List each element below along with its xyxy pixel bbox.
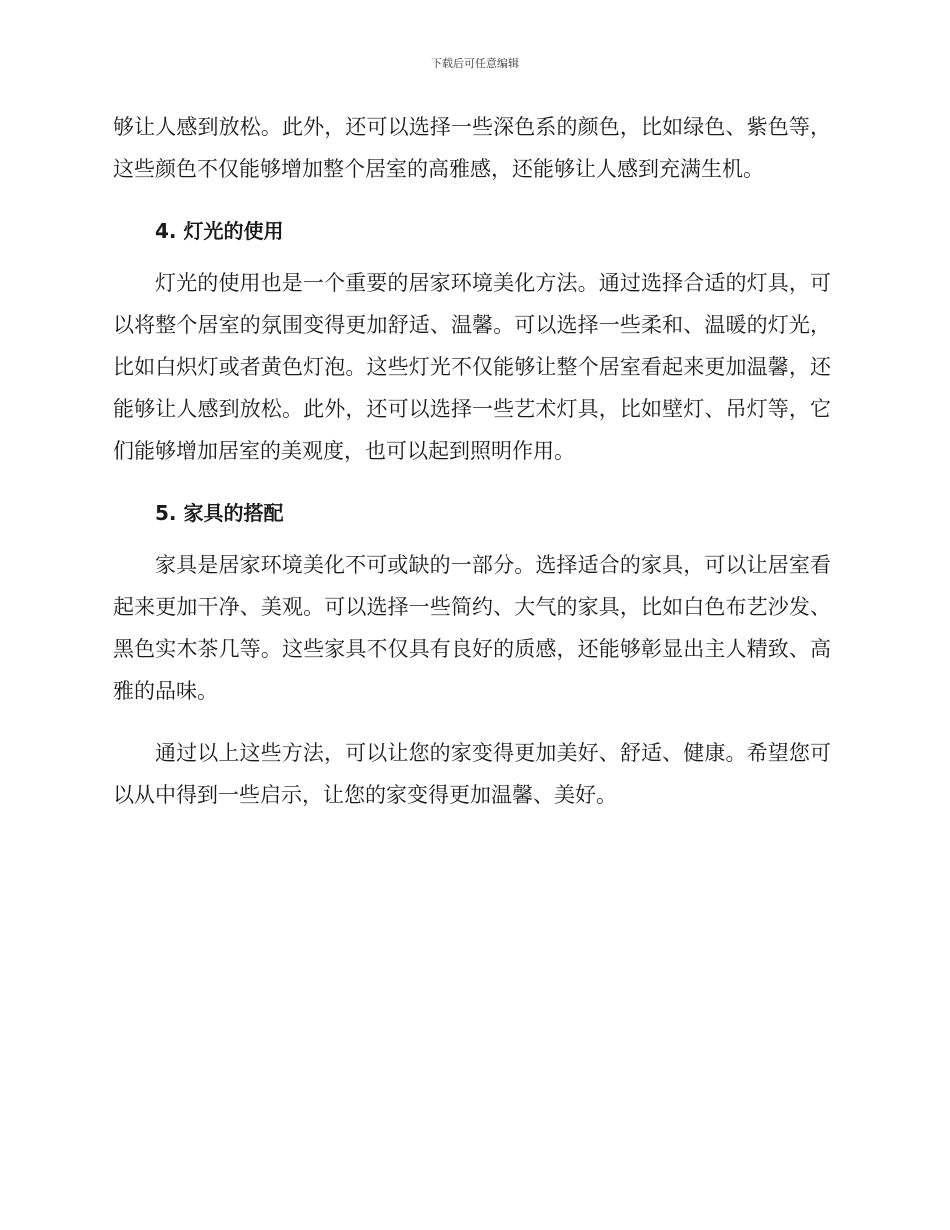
paragraph-continued: 够让人感到放松。此外，还可以选择一些深色系的颜色，比如绿色、紫色等，这些颜色不仅能够增加整个居室的高雅感，还能够让人感到充满生机。 — [113, 115, 831, 181]
section-heading-furniture: 5. 家具的搭配 — [155, 501, 284, 525]
paragraph-conclusion: 通过以上这些方法，可以让您的家变得更加美好、舒适、健康。希望您可以从中得到一些启示，让您的家变得更加温馨、美好。 — [113, 741, 831, 807]
document-body — [113, 106, 831, 836]
paragraph-furniture: 家具是居家环境美化不可或缺的一部分。选择适合的家具，可以让居室看起来更加干净、美观。可以选择一些简约、大气的家具，比如白色布艺沙发、黑色实木茶几等。这些家具不仅具有良好的质感，还能够彰显出主人精致、高雅的品味。 — [113, 553, 831, 703]
page-header: 下载后可任意编辑 — [431, 57, 519, 70]
paragraph-lighting: 灯光的使用也是一个重要的居家环境美化方法。通过选择合适的灯具，可以将整个居室的氛围变得更加舒适、温馨。可以选择一些柔和、温暖的灯光，比如白炽灯或者黄色灯泡。这些灯光不仅能够让整个居室看起来更加温馨，还能够让人感到放松。此外，还可以选择一些艺术灯具，比如壁灯、吊灯等，它们能够增加居室的美观度，也可以起到照明作用。 — [113, 271, 831, 463]
section-heading-lighting: 4. 灯光的使用 — [155, 219, 284, 243]
